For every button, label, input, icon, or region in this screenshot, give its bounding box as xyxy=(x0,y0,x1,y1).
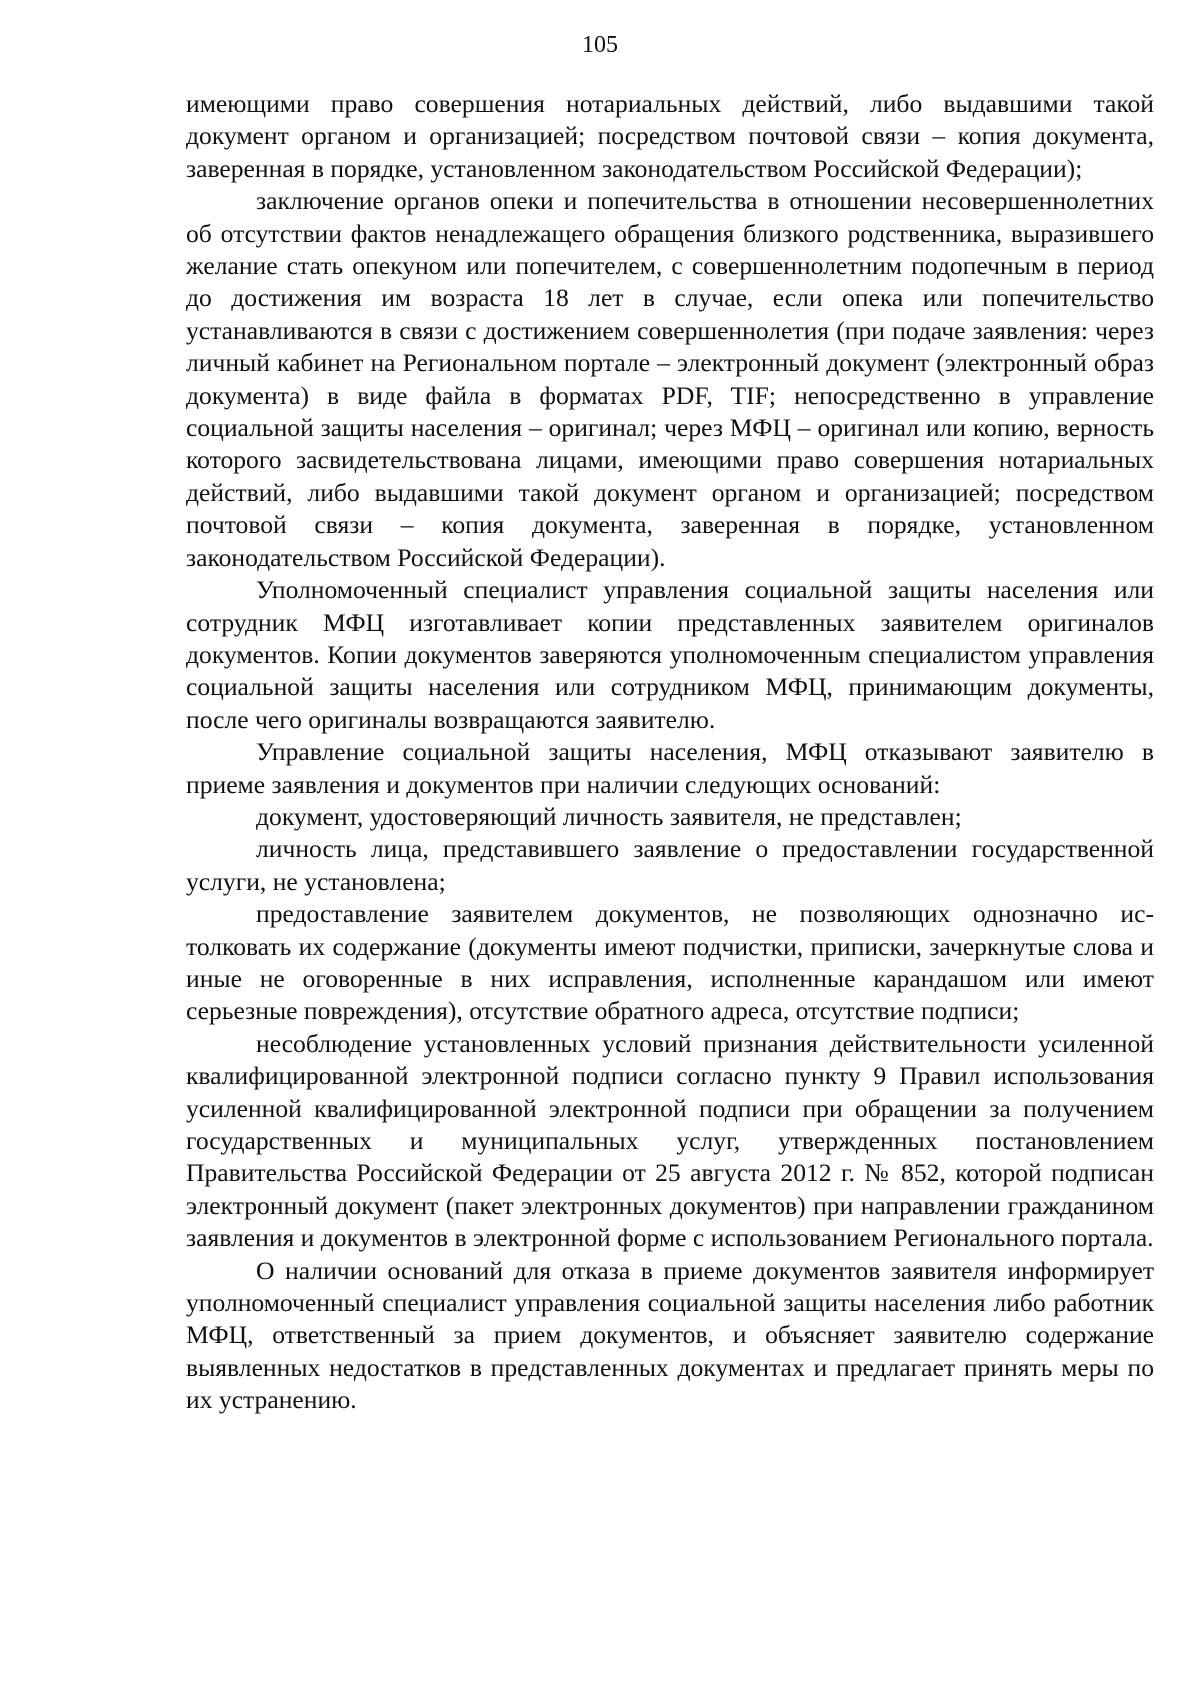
paragraph-ground-identity-unestablished: личность лица, представившего заявление о предоставлении государственной услуги, не установлена; xyxy=(186,834,1154,896)
paragraph-ground-electronic-signature: несоблюдение установленных условий признания действительности усиленной квалифицированной электронной подписи согласно пункту 9 Правил использования усиленной квалифицированной электронной подписи при обращении за получением государственных и муниципальных услуг, утвержденных постановлением Правительства Российской Федерации от 25 августа 2012 г. № 852, которой подписан электронный документ (пакет электронных документов) при направлении гражданином заявления и документов в электронной форме с использованием Регионального портала. xyxy=(186,1028,1154,1253)
paragraph-guardianship-conclusion: заключение органов опеки и попечительства в отношении несовершеннолетних об отсутствии фактов ненадлежащего обращения близкого родственника, выразившего желание стать опекуном или попечителем, с совершеннолетним подопечным в период до достижения им возраста 18 лет в случае, если опека или попечительство устанавливаются в связи с достижением совершеннолетия (при подаче заявления: через личный кабинет на Региональном портале – электронный документ (электронный образ документа) в виде файла в форматах PDF, TIF; непосредственно в управление социальной защиты населения – оригинал; через МФЦ – оригинал или копию, верность которого засвидетельствована лицами, имеющими право совершения нотариальных действий, либо выдавшими такой документ органом и организацией; посредством почтовой связи – копия документа, заверенная в порядке, установленном законодательством Российской Федерации). xyxy=(186,186,1154,572)
page-number: 105 xyxy=(582,32,618,58)
paragraph-ground-identity-document: документ, удостоверяющий личность заявителя, не представлен; xyxy=(256,801,962,831)
paragraph-refusal-notification: О наличии оснований для отказа в приеме документов заявителя информирует уполномоченный специалист управления социальной защиты населения либо работник МФЦ, ответственный за прием документов, и объясняет заявителю содержание выявленных недостатков в представленных документах и предлагает принять меры по их устранению. xyxy=(186,1255,1154,1415)
document-body xyxy=(186,88,1154,1417)
paragraph-copies-certification: Уполномоченный специалист управления социальной защиты населения или сотрудник МФЦ изготавливает копии представленных заявителем оригиналов документов. Копии документов заверяются уполномоченным специалистом управления социальной защиты населения или сотрудником МФЦ, принимающим документы, после чего оригиналы возвращаются заявителю. xyxy=(186,575,1154,734)
paragraph-continuation: имеющими право совершения нотариальных действий, либо выдавшими такой документ органом и организацией; посредством почтовой связи – копия документа, заверенная в порядке, установленном законодательством Российской Федерации); xyxy=(186,89,1154,183)
paragraph-refusal-grounds-intro: Управление социальной защиты населения, МФЦ отказывают заявителю в приеме заявления и документов при наличии следующих оснований: xyxy=(186,737,1154,799)
paragraph-ground-ambiguous-documents: предоставление заявителем документов, не позволяющих однозначно истолковать их содержание (документы имеют подчистки, приписки, зачеркнутые слова и иные не оговоренные в них исправления, исполненные карандашом или имеют серьезные повреждения), отсутствие обратного адреса, отсутствие подписи; xyxy=(186,899,1154,1026)
